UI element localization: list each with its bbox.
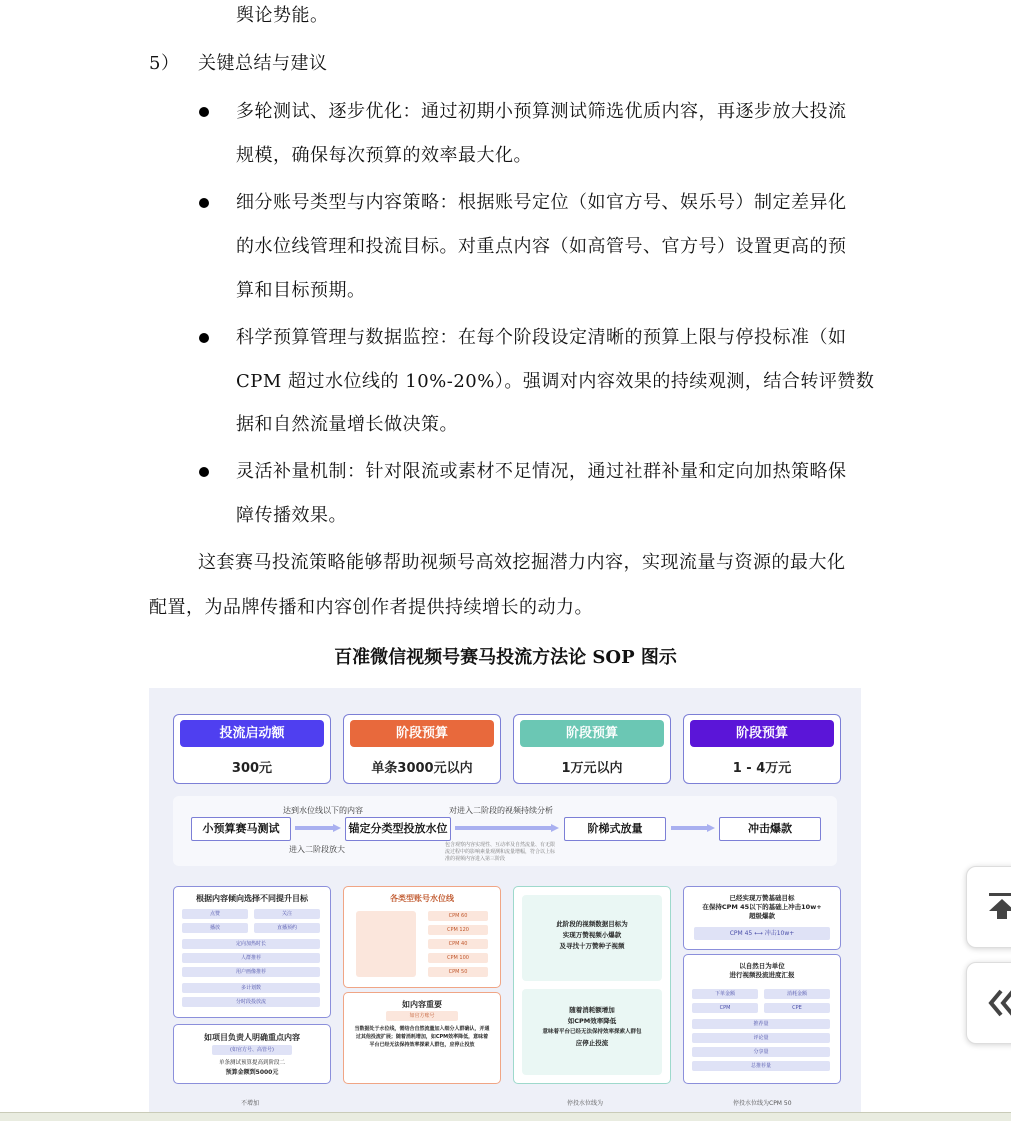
- bullet-icon: [199, 467, 209, 477]
- panel-title: 如内容重要: [402, 1000, 442, 1009]
- panel-text: 超级爆款: [749, 912, 775, 920]
- panel-title: 各类型账号水位线: [390, 894, 454, 903]
- panel-text: 以自然日为单位: [739, 962, 785, 970]
- flow-step: 冲击爆款: [719, 817, 821, 841]
- goal-chip: 用户画像推荐: [182, 967, 320, 977]
- paragraph-text: 配置，为品牌传播和内容创作者提供持续增长的动力。: [149, 597, 593, 618]
- flow-step: 阶梯式放量: [564, 817, 666, 841]
- stage3-panel: [513, 886, 671, 1084]
- footer-text: 停投水位线为: [567, 1100, 604, 1107]
- flow-step: 锚定分类型投放水位: [345, 817, 451, 841]
- panel-text: 意味着平台已经无法保持效率探索人群包: [542, 1029, 642, 1035]
- card-header: 阶段预算: [690, 720, 834, 747]
- paragraph-text: 这套赛马投流策略能够帮助视频号高效挖掘潜力内容，实现流量与资源的最大化: [198, 552, 846, 573]
- bullet-text: 障传播效果。: [236, 505, 347, 526]
- panel-text: 单条测试预算提高到阶段二: [218, 1060, 285, 1066]
- cpm-from: CPM 45: [729, 930, 753, 937]
- metric-chip: 总推荐量: [692, 1061, 830, 1071]
- goal-chip: 人群推荐: [182, 953, 320, 963]
- panel-text: 此阶段的视频数据目标为: [556, 920, 628, 928]
- panel-text: 应停止投流: [575, 1039, 609, 1047]
- cpm-chip: CPM 40: [428, 939, 488, 949]
- metric-chip: 下单金额: [692, 989, 758, 999]
- key-content-panel: [173, 1024, 331, 1084]
- cpm-chip: CPM 60: [428, 911, 488, 921]
- bullet-text: 算和目标预期。: [236, 280, 366, 301]
- flow-label: 达到水位线以下的内容: [283, 806, 363, 815]
- cpm-to: 冲击10w+: [764, 930, 795, 937]
- panel-title: 如项目负责人明确重点内容: [204, 1033, 300, 1042]
- section-title: 关键总结与建议: [198, 53, 328, 74]
- panel-title: 根据内容倾向选择不同提升目标: [196, 894, 308, 903]
- back-to-top-button[interactable]: [966, 866, 1011, 948]
- bullet-text: 细分账号类型与内容策略：根据账号定位（如官方号、娱乐号）制定差异化: [236, 192, 847, 213]
- panel-text: 随着消耗额增加: [569, 1006, 615, 1014]
- budget-card: [513, 714, 671, 784]
- collapse-left-icon: [987, 989, 1011, 1017]
- arrow-right-icon: [455, 824, 559, 832]
- key-chip: (如官方号、高管号): [212, 1045, 292, 1055]
- arrow-right-icon: [671, 824, 715, 832]
- figure-title: 百准微信视频号赛马投流方法论 SOP 图示: [334, 647, 677, 668]
- bullet-text: 据和自然流量增长做决策。: [236, 414, 458, 435]
- panel-text: 当数据处于水位线，需结合自然流量加入细分人群确认，并通过其他投流扩展；随着消耗增加，如CPM效率降低，意味着平台已经无法保持效率探索人群包，应停止投放: [354, 1026, 490, 1048]
- metric-chip: 分享量: [692, 1047, 830, 1057]
- flow-label: 进入二阶段放大: [289, 845, 345, 854]
- bullet-text: 科学预算管理与数据监控：在每个阶段设定清晰的预算上限与停投标准（如: [236, 327, 847, 348]
- panel-text: 已经实现万赞基础目标: [729, 894, 795, 902]
- card-value: 单条3000元以内: [371, 761, 473, 776]
- panel-text: 实现万赞视频小爆款: [562, 931, 622, 939]
- panel-text: 进行视频投流进度汇报: [729, 971, 795, 979]
- bullet-text: 规模，确保每次预算的效率最大化。: [236, 145, 532, 166]
- cpm-chip: CPM 50: [428, 967, 488, 977]
- metric-chip: 消耗金额: [764, 989, 830, 999]
- bullet-text: 的水位线管理和投流目标。对重点内容（如高管号、官方号）设置更高的预: [236, 236, 847, 257]
- panel-text: 及寻找十万赞种子视频: [559, 942, 625, 950]
- footer-text: 不增加: [241, 1100, 260, 1107]
- card-value: 1 - 4万元: [732, 761, 792, 776]
- metric-chip: 评论量: [692, 1033, 830, 1043]
- panel-text: 在保持CPM 45以下的基础上冲击10w+: [702, 903, 822, 911]
- viral-target-panel: [683, 886, 841, 950]
- bullet-text: 灵活补量机制：针对限流或素材不足情况，通过社群补量和定向加热策略保: [236, 461, 847, 482]
- daily-report-panel: [683, 954, 841, 1084]
- important-content-panel: [343, 992, 501, 1084]
- bullet-icon: [199, 107, 209, 117]
- bullet-text: CPM 超过水位线的 10%-20%）。强调对内容效果的持续观测，结合转评赞数: [236, 371, 875, 392]
- metric-chip: 推荐量: [692, 1019, 830, 1029]
- flow-note: 包含观察内容实现性、互动率及自然流量、有无限流过程中的影响素量观测和流量增幅，符合以上标准的视频内容进入第三阶段: [445, 842, 556, 862]
- goal-chip: 播放: [182, 923, 248, 933]
- section-number: 5）: [149, 53, 180, 74]
- goal-chip: 直播预约: [254, 923, 320, 933]
- goal-chip: 多计划数: [182, 983, 320, 993]
- card-header: 阶段预算: [520, 720, 664, 747]
- budget-card: [343, 714, 501, 784]
- bullet-text: 多轮测试、逐步优化：通过初期小预算测试筛选优质内容，再逐步放大投流: [236, 101, 847, 122]
- flow-label: 对进入二阶段的视频持续分析: [449, 806, 553, 815]
- budget-card: [173, 714, 331, 784]
- back-to-top-icon: [987, 891, 1011, 921]
- waterline-panel: [343, 886, 501, 988]
- sop-figure: [149, 688, 861, 1120]
- panel-text: 预算金额到5000元: [225, 1069, 279, 1076]
- blurred-account-list: [356, 911, 416, 977]
- goal-chip: 定向加热时长: [182, 939, 320, 949]
- cpm-progress-chip: [694, 927, 830, 940]
- arrow-right-icon: [295, 824, 341, 832]
- metric-chip: CPM: [692, 1003, 758, 1013]
- bullet-icon: [199, 333, 209, 343]
- text-line: 舆论势能。: [236, 5, 329, 26]
- arrow-right-icon: ⟷: [754, 930, 765, 937]
- collapse-button[interactable]: [966, 962, 1011, 1044]
- goal-chip: 分时段投放流: [182, 997, 320, 1007]
- card-header: 阶段预算: [350, 720, 494, 747]
- metric-chip: CPE: [764, 1003, 830, 1013]
- panel-text: 如CPM效率降低: [567, 1017, 617, 1025]
- cpm-chip: CPM 100: [428, 953, 488, 963]
- goal-panel: [173, 886, 331, 1018]
- flow-step: 小预算赛马测试: [191, 817, 291, 841]
- bullet-icon: [199, 198, 209, 208]
- cpm-chip: CPM 120: [428, 925, 488, 935]
- card-header: 投流启动额: [180, 720, 324, 747]
- budget-card: [683, 714, 841, 784]
- card-value: 1万元以内: [561, 761, 623, 776]
- footer-text: 停投水位线为CPM 50: [733, 1100, 792, 1107]
- card-value: 300元: [231, 761, 273, 776]
- key-chip: 如官方账号: [386, 1011, 458, 1021]
- goal-chip: 关注: [254, 909, 320, 919]
- goal-chip: 点赞: [182, 909, 248, 919]
